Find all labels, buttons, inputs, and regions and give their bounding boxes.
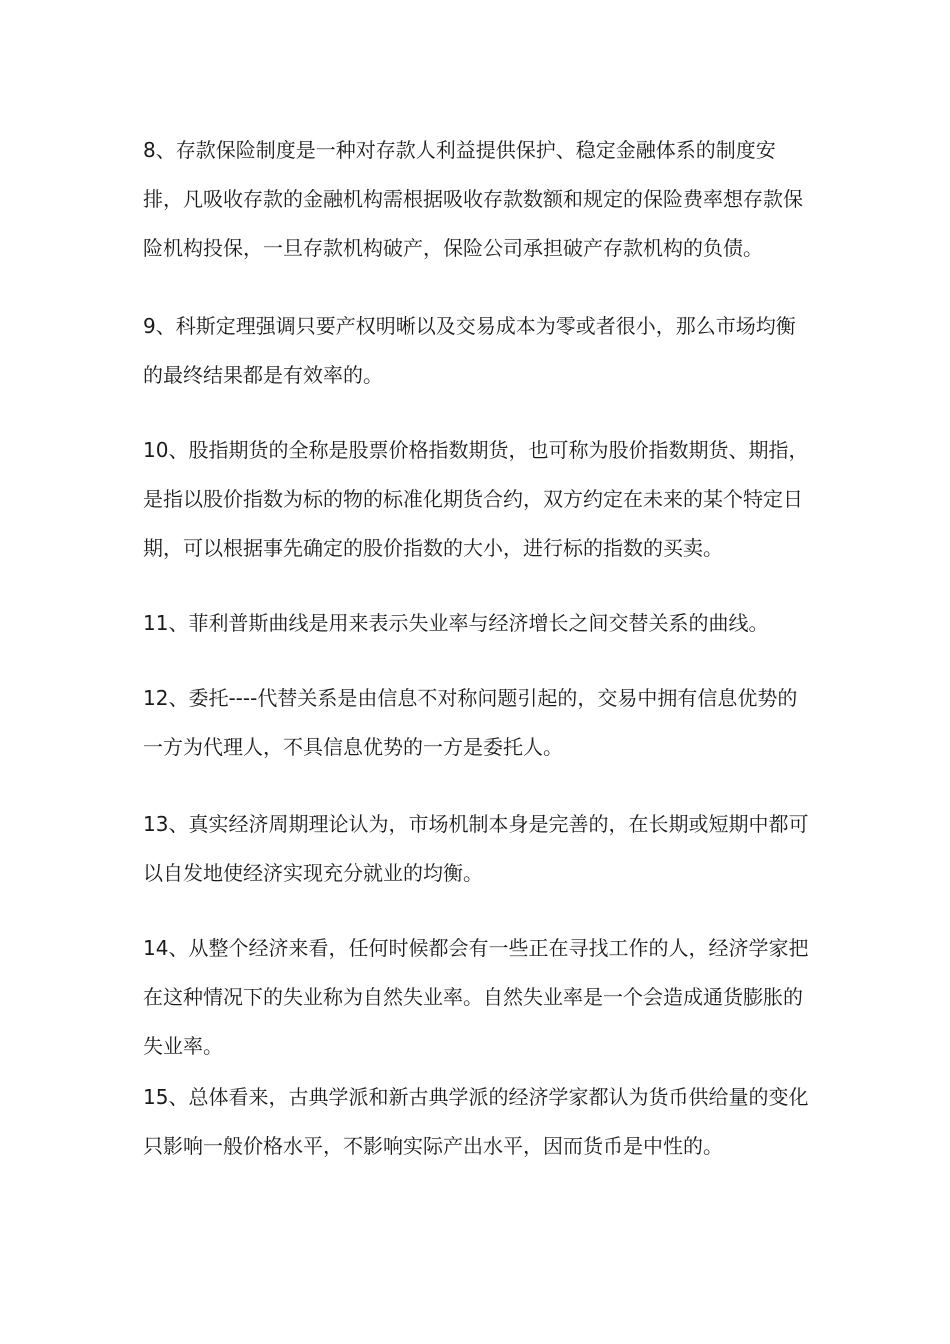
paragraph-item-10: 10、股指期货的全称是股票价格指数期货，也可称为股价指数期货、期指，是指以股价指数为标的物的标准化期货合约，双方约定在未来的某个特定日期，可以根据事先确定的股价指数的大小，进行标的指数的买卖。 [143, 438, 809, 560]
paragraph-item-11: 11、菲利普斯曲线是用来表示失业率与经济增长之间交替关系的曲线。 [143, 611, 769, 635]
paragraph-item-13: 13、真实经济周期理论认为，市场机制本身是完善的，在长期或短期中都可以自发地使经济实现充分就业的均衡。 [143, 812, 809, 885]
paragraph-item-15: 15、总体看来，古典学派和新古典学派的经济学家都认为货币供给量的变化只影响一般价格水平，不影响实际产出水平，因而货币是中性的。 [143, 1085, 809, 1158]
paragraph-item-9: 9、科斯定理强调只要产权明晰以及交易成本为零或者很小，那么市场均衡的最终结果都是有效率的。 [143, 314, 796, 387]
paragraph-item-14: 14、从整个经济来看，任何时候都会有一些正在寻找工作的人，经济学家把在这种情况下的失业称为自然失业率。自然失业率是一个会造成通货膨胀的失业率。 [143, 936, 809, 1058]
paragraph-item-8: 8、存款保险制度是一种对存款人利益提供保护、稳定金融体系的制度安排，凡吸收存款的金融机构需根据吸收存款数额和规定的保险费率想存款保险机构投保，一旦存款机构破产，保险公司承担破产存款机构的负债。 [143, 138, 803, 260]
paragraph-item-12: 12、委托----代替关系是由信息不对称问题引起的，交易中拥有信息优势的一方为代理人，不具信息优势的一方是委托人。 [143, 686, 798, 759]
